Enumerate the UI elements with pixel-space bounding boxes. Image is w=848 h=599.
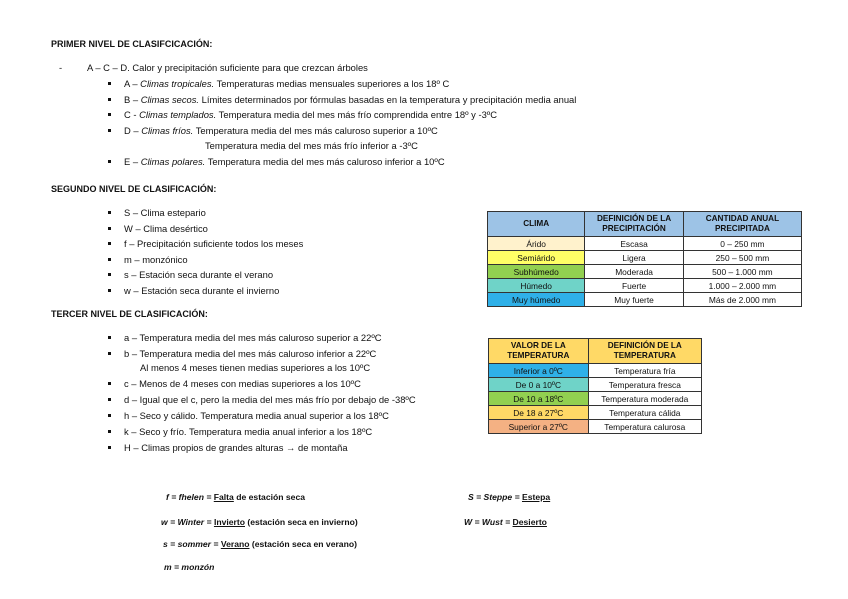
t1-cell-clima: Semiárido [488, 251, 585, 265]
t2-row [489, 378, 702, 392]
t1-cell-clima: Subhúmedo [488, 265, 585, 279]
level-1-item-name: Climas tropicales. [140, 78, 215, 89]
level-1-bullet-3 [108, 129, 111, 132]
level-1-item-text: Límites determinados por fórmulas basadas en la temperatura y precipitación media anual [199, 94, 577, 105]
legend-f: f = fhelen = Falta de estación seca [166, 492, 306, 502]
level-3-item: d – Igual que el c, pero la media del mes más frío por debajo de -38ºC [124, 394, 416, 405]
t2-cell-valor: Inferior a 0ºC [489, 364, 589, 378]
t1-row [488, 265, 802, 279]
level-1-bullet-2 [108, 113, 111, 116]
t1-cell-cant: 1.000 – 2.000 mm [683, 279, 801, 293]
t2-cell-valor: De 10 a 18ºC [489, 392, 589, 406]
t2-cell-def: Temperatura cálida [588, 406, 701, 420]
level-1-item-prefix: C - [124, 109, 140, 120]
level-2-item: W – Clima desértico [124, 223, 208, 234]
t1-cell-def: Moderada [585, 265, 684, 279]
t1-cell-clima: Muy húmedo [488, 293, 585, 307]
t1-cell-def: Muy fuerte [585, 293, 684, 307]
level-3-item: a – Temperatura media del mes más caluroso superior a 22ºC [124, 332, 382, 343]
temperature-table [488, 338, 702, 434]
level-3-b-extra: Al menos 4 meses tienen medias superiores a los 10ºC [140, 362, 371, 373]
level-1-item-text: Temperatura media del mes más caluroso superior a 10ºC [193, 125, 438, 136]
level-1-item [124, 109, 497, 121]
level-1-item-name: Climas fríos. [141, 125, 194, 136]
legend-S: S = Steppe = Estepa [468, 492, 551, 502]
level-3-item: c – Menos de 4 meses con medias superiores a los 10ºC [124, 378, 361, 389]
t1-cell-def: Ligera [585, 251, 684, 265]
level-3-item: k – Seco y frío. Temperatura media anual inferior a los 18ºC [124, 426, 373, 437]
level-3-bullet-3 [108, 398, 111, 401]
level-2-item: w – Estación seca durante el invierno [124, 285, 280, 296]
level-1-item-text: Temperatura media del mes más caluroso inferior a 10ºC [205, 156, 445, 167]
t1-header-def: DEFINICIÓN DE LA PRECIPITACIÓN [585, 212, 684, 237]
t1-cell-cant: Más de 2.000 mm [683, 293, 801, 307]
t1-cell-cant: 500 – 1.000 mm [683, 265, 801, 279]
t2-cell-def: Temperatura fría [588, 364, 701, 378]
heading-level-2: SEGUNDO NIVEL DE CLASIFICACIÓN: [51, 184, 217, 194]
level-2-bullet-3 [108, 258, 111, 261]
level-2-bullet-1 [108, 227, 111, 230]
level-3-bullet-5 [108, 430, 111, 433]
level-1-item-text: Temperatura media del mes más frío comprendida entre 18º y -3ºC [216, 109, 497, 120]
level-3-item: h – Seco y cálido. Temperatura media anual superior a los 18ºC [124, 410, 389, 421]
level-1-item [124, 156, 445, 168]
t2-row [489, 420, 702, 434]
t1-row [488, 237, 802, 251]
legend-s: s = sommer = Verano (estación seca en verano) [163, 539, 357, 549]
level-3-bullet-0 [108, 336, 111, 339]
level-1-d-extra: Temperatura media del mes más frío inferior a -3ºC [205, 140, 418, 151]
t1-row [488, 293, 802, 307]
level-1-bullet-4 [108, 160, 111, 163]
t2-header-valor: VALOR DE LA TEMPERATURA [489, 339, 589, 364]
level-2-bullet-5 [108, 289, 111, 292]
t2-cell-def: Temperatura calurosa [588, 420, 701, 434]
t1-cell-clima: Húmedo [488, 279, 585, 293]
heading-level-3: TERCER NIVEL DE CLASIFICACIÓN: [51, 309, 208, 319]
level-3-bullet-4 [108, 414, 111, 417]
level-3-bullet-2 [108, 382, 111, 385]
t1-header-cant: CANTIDAD ANUAL PRECIPITADA [683, 212, 801, 237]
level-1-item [124, 78, 449, 90]
level-1-item-prefix: E – [124, 156, 141, 167]
t1-cell-def: Fuerte [585, 279, 684, 293]
t2-cell-valor: Superior a 27ºC [489, 420, 589, 434]
t2-cell-def: Temperatura fresca [588, 378, 701, 392]
legend-w: w = Winter = Invierto (estación seca en invierno) [161, 517, 358, 527]
t1-cell-clima: Árido [488, 237, 585, 251]
precipitation-table [487, 211, 802, 307]
level-1-item-prefix: B – [124, 94, 141, 105]
level-1-item-name: Climas secos. [140, 94, 200, 105]
level-3-bullet-6 [108, 446, 111, 449]
level-1-item-name: Climas polares. [140, 156, 206, 167]
t1-cell-def: Escasa [585, 237, 684, 251]
level-1-item-text: Temperaturas medias mensuales superiores a los 18º C [214, 78, 450, 89]
t1-row [488, 251, 802, 265]
t1-cell-cant: 250 – 500 mm [683, 251, 801, 265]
level-2-bullet-0 [108, 211, 111, 214]
level-1-item-prefix: A – [124, 78, 141, 89]
level-1-bullet-1 [108, 98, 111, 101]
t1-header-clima: CLIMA [488, 212, 585, 237]
level-2-item: s – Estación seca durante el verano [124, 269, 274, 280]
level-3-bullet-1 [108, 352, 111, 355]
level-1-intro: A – C – D. Calor y precipitación suficiente para que crezcan árboles [87, 62, 368, 73]
level-1-item [124, 94, 576, 106]
t2-header-def: DEFINICIÓN DE LA TEMPERATURA [588, 339, 701, 364]
t2-row [489, 364, 702, 378]
t2-cell-def: Temperatura moderada [588, 392, 701, 406]
legend-m: m = monzón [164, 562, 215, 572]
level-2-item: f – Precipitación suficiente todos los meses [124, 238, 304, 249]
heading-level-1: PRIMER NIVEL DE CLASIFCICACIÓN: [51, 39, 213, 49]
level-2-bullet-2 [108, 242, 111, 245]
t1-cell-cant: 0 – 250 mm [683, 237, 801, 251]
t2-row [489, 392, 702, 406]
t1-row [488, 279, 802, 293]
legend-W: W = Wust = Desierto [464, 517, 547, 527]
level-1-item-prefix: D – [124, 125, 142, 136]
level-3-item: b – Temperatura media del mes más caluroso inferior a 22ºC [124, 348, 377, 359]
level-2-item: S – Clima estepario [124, 207, 206, 218]
t2-row [489, 406, 702, 420]
level-2-bullet-4 [108, 273, 111, 276]
level-2-item: m – monzónico [124, 254, 188, 265]
dash-marker: - [59, 62, 63, 73]
t2-cell-valor: De 18 a 27ºC [489, 406, 589, 420]
level-3-item: H – Climas propios de grandes alturas → de montaña [124, 442, 348, 453]
t2-cell-valor: De 0 a 10ºC [489, 378, 589, 392]
level-1-item-name: Climas templados. [139, 109, 217, 120]
level-1-bullet-0 [108, 82, 111, 85]
level-1-item [124, 125, 438, 137]
